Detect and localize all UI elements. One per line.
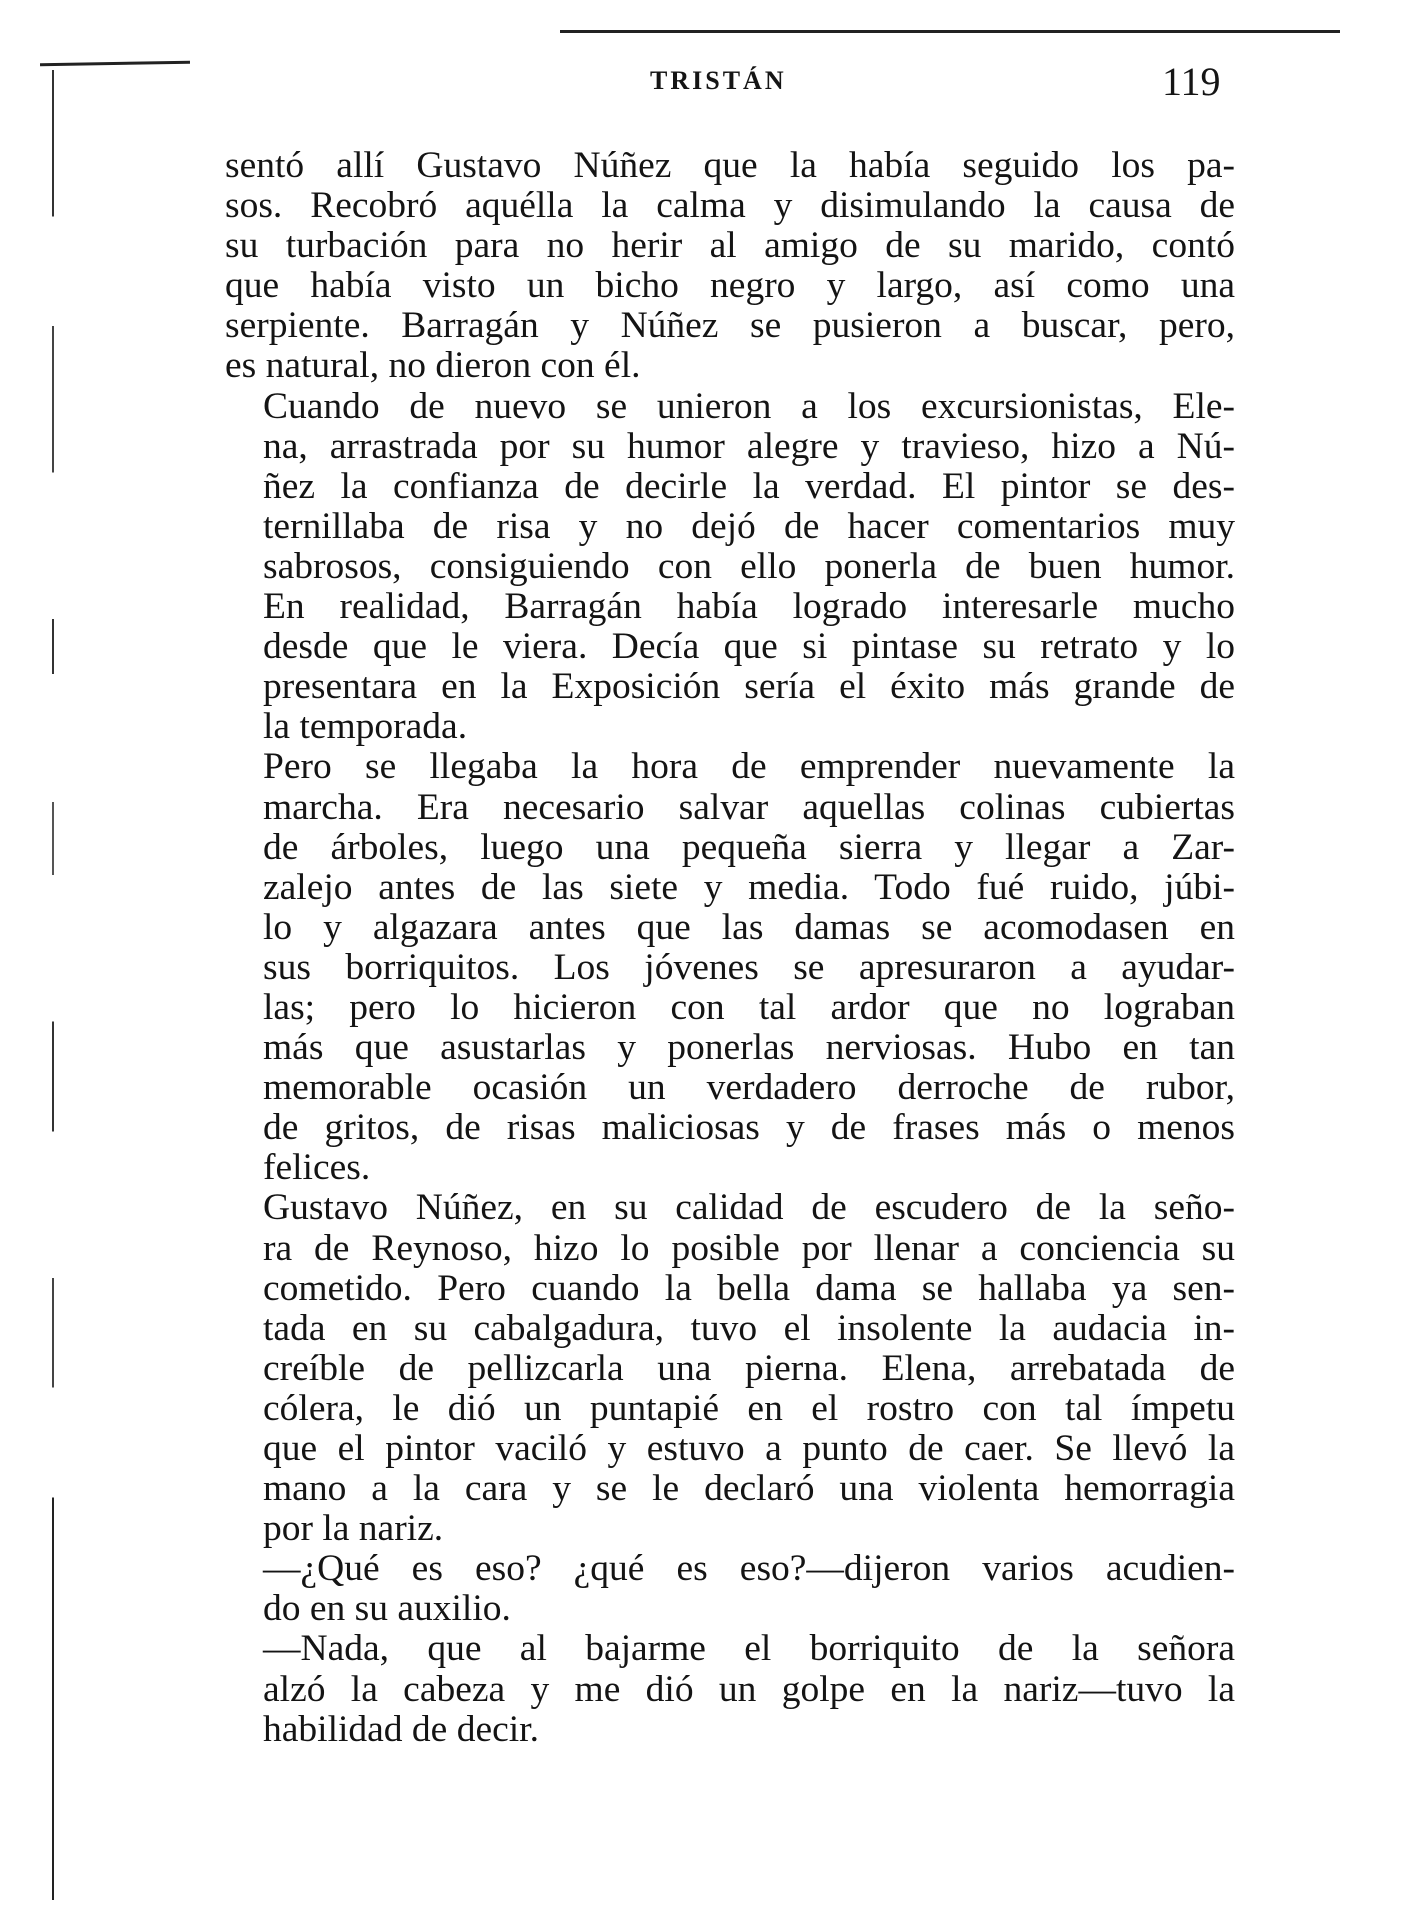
text-line: más que asustarlas y ponerlas nerviosas. Hubo en tan [263, 1027, 1235, 1069]
text-line: —¿Qué es eso? ¿qué es eso?—dijeron varios acudien- [263, 1548, 1235, 1590]
text-line: presentara en la Exposición sería el éxito más grande de [263, 666, 1235, 708]
page-header [0, 58, 1427, 108]
paragraph [225, 1549, 1235, 1629]
text-line: marcha. Era necesario salvar aquellas colinas cubiertas [263, 786, 1235, 828]
text-line: Gustavo Núñez, en su calidad de escudero de la seño- [263, 1187, 1235, 1229]
page-number: 119 [1162, 59, 1221, 104]
text-line: la temporada. [263, 706, 468, 748]
paragraph [225, 747, 1235, 1188]
paragraph [225, 146, 1235, 387]
text-line: cólera, le dió un puntapié en el rostro con tal ímpetu [263, 1387, 1235, 1429]
text-line: ternillaba de risa y no dejó de hacer comentarios muy [263, 505, 1235, 547]
running-title: TRISTÁN [650, 66, 787, 95]
paragraph [225, 1629, 1235, 1749]
text-line: su turbación para no herir al amigo de su marido, contó [225, 225, 1235, 267]
text-line: do en su auxilio. [263, 1588, 511, 1630]
paragraph [225, 1188, 1235, 1549]
text-line: ñez la confianza de decirle la verdad. El pintor se des- [263, 465, 1235, 507]
text-line: Pero se llegaba la hora de emprender nuevamente la [263, 746, 1235, 788]
text-line: felices. [263, 1147, 371, 1189]
text-line: de gritos, de risas maliciosas y de frases más o menos [263, 1107, 1235, 1149]
body-text [225, 146, 1235, 1750]
text-line: habilidad de decir. [263, 1708, 539, 1750]
text-line: sabrosos, consiguiendo con ello ponerla de buen humor. [263, 545, 1235, 587]
text-line: creíble de pellizcarla una pierna. Elena, arrebatada de [263, 1347, 1235, 1389]
text-line: lo y algazara antes que las damas se acomodasen en [263, 906, 1235, 948]
text-line: tada en su cabalgadura, tuvo el insolente la audacia in- [263, 1307, 1235, 1349]
text-line: por la nariz. [263, 1508, 444, 1550]
paragraph [225, 387, 1235, 748]
text-line: sentó allí Gustavo Núñez que la había seguido los pa- [225, 145, 1235, 186]
text-line: es natural, no dieron con él. [225, 345, 641, 387]
text-line: que había visto un bicho negro y largo, así como una [225, 265, 1235, 307]
text-line: En realidad, Barragán había logrado interesarle mucho [263, 586, 1235, 628]
text-line: sos. Recobró aquélla la calma y disimulando la causa de [225, 185, 1235, 227]
text-line: mano a la cara y se le declaró una violenta hemorragia [263, 1468, 1235, 1510]
text-line: zalejo antes de las siete y media. Todo fué ruido, júbi- [263, 866, 1235, 908]
text-line: ra de Reynoso, hizo lo posible por llenar a conciencia su [263, 1227, 1235, 1269]
text-line: serpiente. Barragán y Núñez se pusieron a buscar, pero, [225, 305, 1235, 347]
text-line: —Nada, que al bajarme el borriquito de la señora [263, 1628, 1235, 1670]
text-line: las; pero lo hicieron con tal ardor que no lograban [263, 986, 1235, 1028]
text-line: Cuando de nuevo se unieron a los excursionistas, Ele- [263, 385, 1235, 427]
page-gutter-edge [52, 70, 54, 1900]
text-line: desde que le viera. Decía que si pintase su retrato y lo [263, 626, 1235, 668]
text-line: de árboles, luego una pequeña sierra y llegar a Zar- [263, 826, 1235, 868]
text-line: na, arrastrada por su humor alegre y travieso, hizo a Nú- [263, 425, 1235, 467]
text-line: que el pintor vaciló y estuvo a punto de caer. Se llevó la [263, 1428, 1235, 1469]
text-line: alzó la cabeza y me dió un golpe en la nariz—tuvo la [263, 1668, 1235, 1710]
page-edge-line [560, 30, 1340, 33]
text-line: sus borriquitos. Los jóvenes se apresuraron a ayudar- [263, 946, 1235, 988]
text-line: memorable ocasión un verdadero derroche de rubor, [263, 1067, 1235, 1109]
text-line: cometido. Pero cuando la bella dama se hallaba ya sen- [263, 1267, 1235, 1309]
